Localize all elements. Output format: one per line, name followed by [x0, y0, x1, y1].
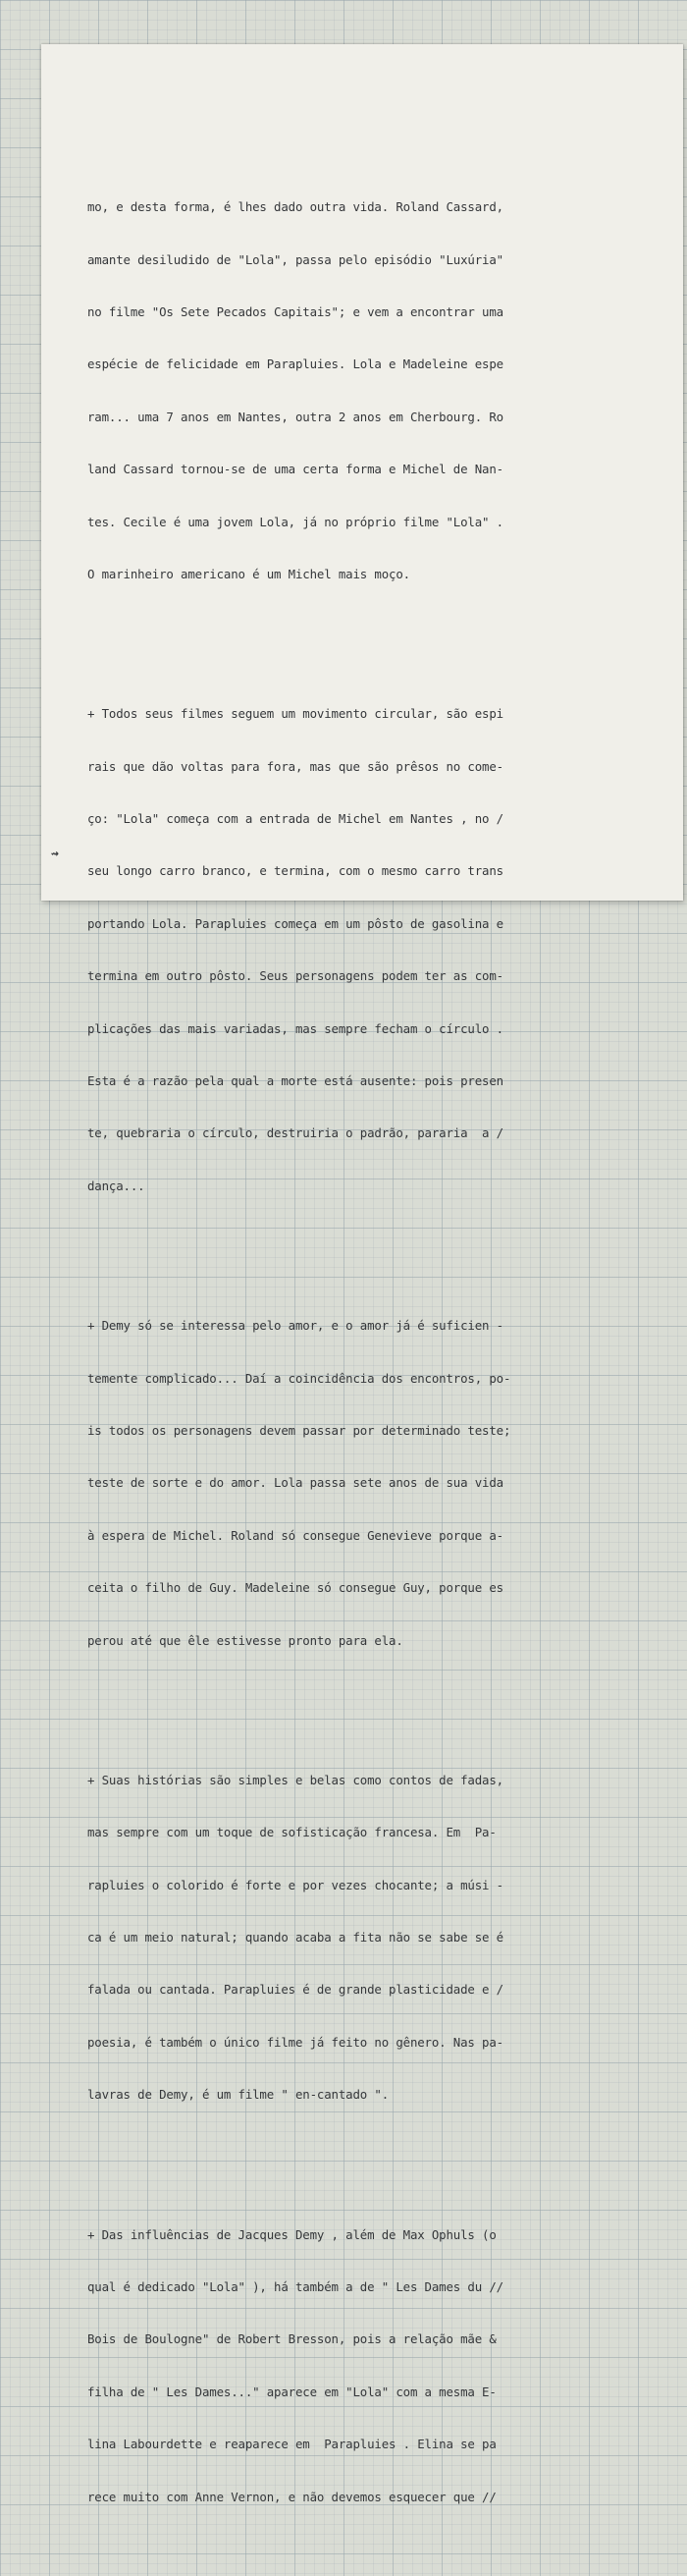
text-line: perou até que êle estivesse pronto para ela.	[87, 1632, 403, 1648]
text-line: + Das influências de Jacques Demy , além de Max Ophuls (o	[87, 2226, 497, 2242]
text-line: à espera de Michel. Roland só consegue Genevieve porque a-	[87, 1527, 503, 1543]
text-line: termina em outro pôsto. Seus personagens podem ter as com-	[87, 968, 503, 984]
text-line: + Todos seus filmes seguem um movimento circular, são espi	[87, 706, 503, 722]
text-line: te, quebraria o círculo, destruiria o padrão, pararia a /	[87, 1125, 503, 1141]
text-line: lavras de Demy, é um filme " en-cantado ".	[87, 2087, 390, 2103]
text-line: teste de sorte e do amor. Lola passa sete anos de sua vida	[87, 1475, 503, 1491]
text-line: mas sempre com um toque de sofisticação francesa. Em Pa-	[87, 1825, 497, 1840]
text-line: dança...	[87, 1178, 145, 1193]
text-line: ram... uma 7 anos em Nantes, outra 2 anos em Cherbourg. Ro	[87, 409, 503, 424]
text-line: temente complicado... Daí a coincidência dos encontros, po-	[87, 1370, 511, 1386]
text-line: is todos os personagens devem passar por determinado teste;	[87, 1422, 511, 1438]
margin-arrow-icon: ⇝	[51, 847, 59, 861]
text-line: no filme "Os Sete Pecados Capitais"; e vem a encontrar uma	[87, 303, 503, 319]
text-line: ceita o filho de Guy. Madeleine só consegue Guy, porque es	[87, 1580, 503, 1596]
paragraph-5	[87, 2191, 676, 2541]
text-line: O marinheiro americano é um Michel mais moço.	[87, 566, 410, 581]
text-line: ço: "Lola" começa com a entrada de Michel em Nantes , no /	[87, 811, 503, 827]
text-line: + Suas histórias são simples e belas como contos de fadas,	[87, 1772, 503, 1787]
text-line: espécie de felicidade em Parapluies. Lola e Madeleine espe	[87, 356, 503, 372]
paragraph-3	[87, 1283, 676, 1684]
text-line: ca é um meio natural; quando acaba a fita não se sabe se é	[87, 1930, 503, 1946]
text-line: mo, e desta forma, é lhes dado outra vida. Roland Cassard,	[87, 199, 503, 215]
text-line: rapluies o colorido é forte e por vezes chocante; a músi -	[87, 1877, 503, 1892]
paragraph-4	[87, 1736, 676, 2138]
text-line: land Cassard tornou-se de uma certa forma e Michel de Nan-	[87, 462, 503, 477]
text-line: Bois de Boulogne" de Robert Bresson, pois a relação mãe &	[87, 2331, 497, 2347]
text-line: seu longo carro branco, e termina, com o mesmo carro trans	[87, 863, 503, 879]
text-line: Esta é a razão pela qual a morte está ausente: pois presen	[87, 1073, 503, 1089]
text-line: portando Lola. Parapluies começa em um pôsto de gasolina e	[87, 915, 503, 931]
text-line: amante desiludido de "Lola", passa pelo episódio "Luxúria"	[87, 251, 503, 267]
paragraph-1	[87, 164, 676, 619]
paragraph-2	[87, 671, 676, 1231]
text-line: filha de " Les Dames..." aparece em "Lola" com a mesma E-	[87, 2384, 497, 2399]
text-line: poesia, é também o único filme já feito no gênero. Nas pa-	[87, 2034, 503, 2050]
text-line: rece muito com Anne Vernon, e não devemos esquecer que //	[87, 2489, 497, 2504]
text-line: tes. Cecile é uma jovem Lola, já no próprio filme "Lola" .	[87, 514, 503, 529]
text-line: falada ou cantada. Parapluies é de grande plasticidade e /	[87, 1982, 503, 1998]
text-line: lina Labourdette e reaparece em Parapluies . Elina se pa	[87, 2437, 497, 2452]
text-line: rais que dão voltas para fora, mas que são prêsos no come-	[87, 758, 503, 774]
text-line: + Demy só se interessa pelo amor, e o amor já é suficien -	[87, 1318, 503, 1334]
typewritten-text	[87, 129, 676, 2576]
text-line: plicações das mais variadas, mas sempre fecham o círculo .	[87, 1020, 503, 1036]
text-line: qual é dedicado "Lola" ), há também a de " Les Dames du //	[87, 2279, 503, 2295]
